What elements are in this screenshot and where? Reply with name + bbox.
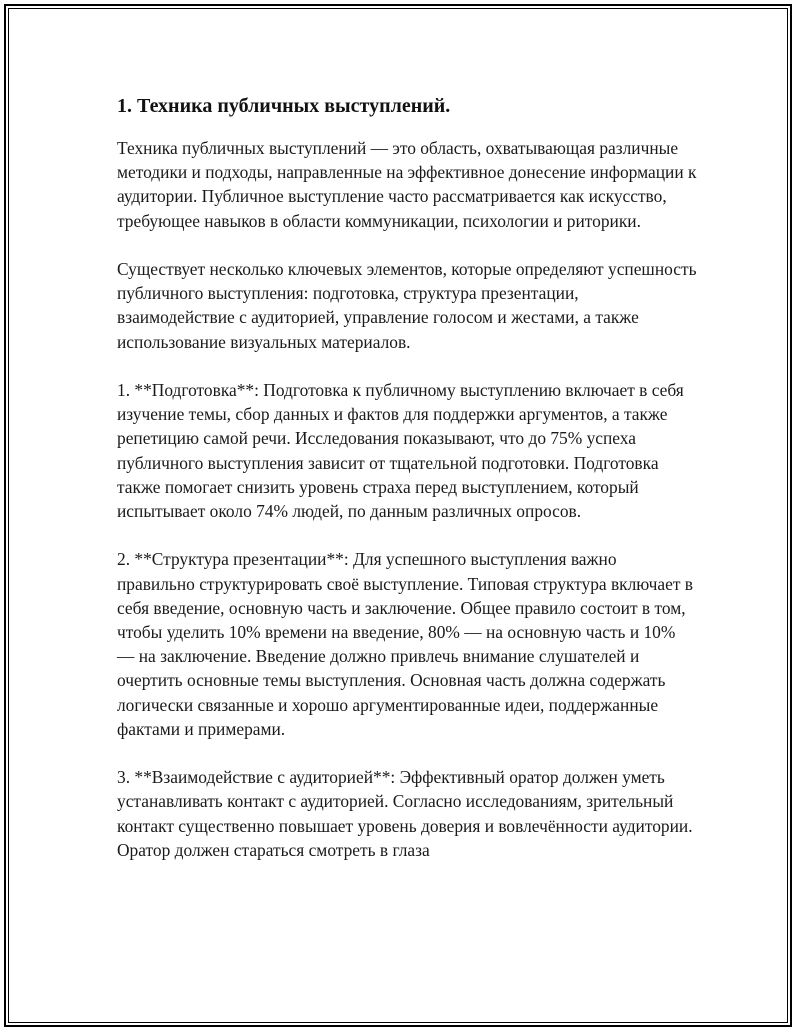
paragraph-intro: Техника публичных выступлений — это область, охватывающая различные методики и подходы, направленные на эффективное донесение информации к аудитории. Публичное выступление часто рассматривается как искусство, требующее навыков в области коммуникации, психологии и риторики. xyxy=(117,138,697,231)
paragraph-audience-interaction: 3. **Взаимодействие с аудиторией**: Эффективный оратор должен уметь устанавливать контакт с аудиторией. Согласно исследованиям, зрительный контакт существенно повышает уровень доверия и вовлечённости аудитории. Оратор должен стараться смотреть в глаза xyxy=(117,767,693,860)
section-title: 1. Техника публичных выступлений. xyxy=(117,95,451,117)
paragraph-key-elements: Существует несколько ключевых элементов, которые определяют успешность публичного выступления: подготовка, структура презентации, взаимодействие с аудиторией, управление голосом и жестами, а также использование визуальных материалов. xyxy=(117,259,697,352)
paragraph-structure: 2. **Структура презентации**: Для успешного выступления важно правильно структурировать своё выступление. Типовая структура включает в себя введение, основную часть и заключение. Общее правило состоит в том, чтобы уделить 10% времени на введение, 80% — на основную часть и 10% — на заключение. Введение должно привлечь внимание слушателей и очертить основные темы выступления. Основная часть должна содержать логически связанные и хорошо аргументированные идеи, поддержанные фактами и примерами. xyxy=(117,549,693,739)
paragraph-preparation: 1. **Подготовка**: Подготовка к публичному выступлению включает в себя изучение темы, сбор данных и фактов для поддержки аргументов, а также репетицию самой речи. Исследования показывают, что до 75% успеха публичного выступления зависит от тщательной подготовки. Подготовка также помогает снизить уровень страха перед выступлением, который испытывает около 74% людей, по данным различных опросов. xyxy=(117,380,684,522)
document-body xyxy=(117,92,697,886)
